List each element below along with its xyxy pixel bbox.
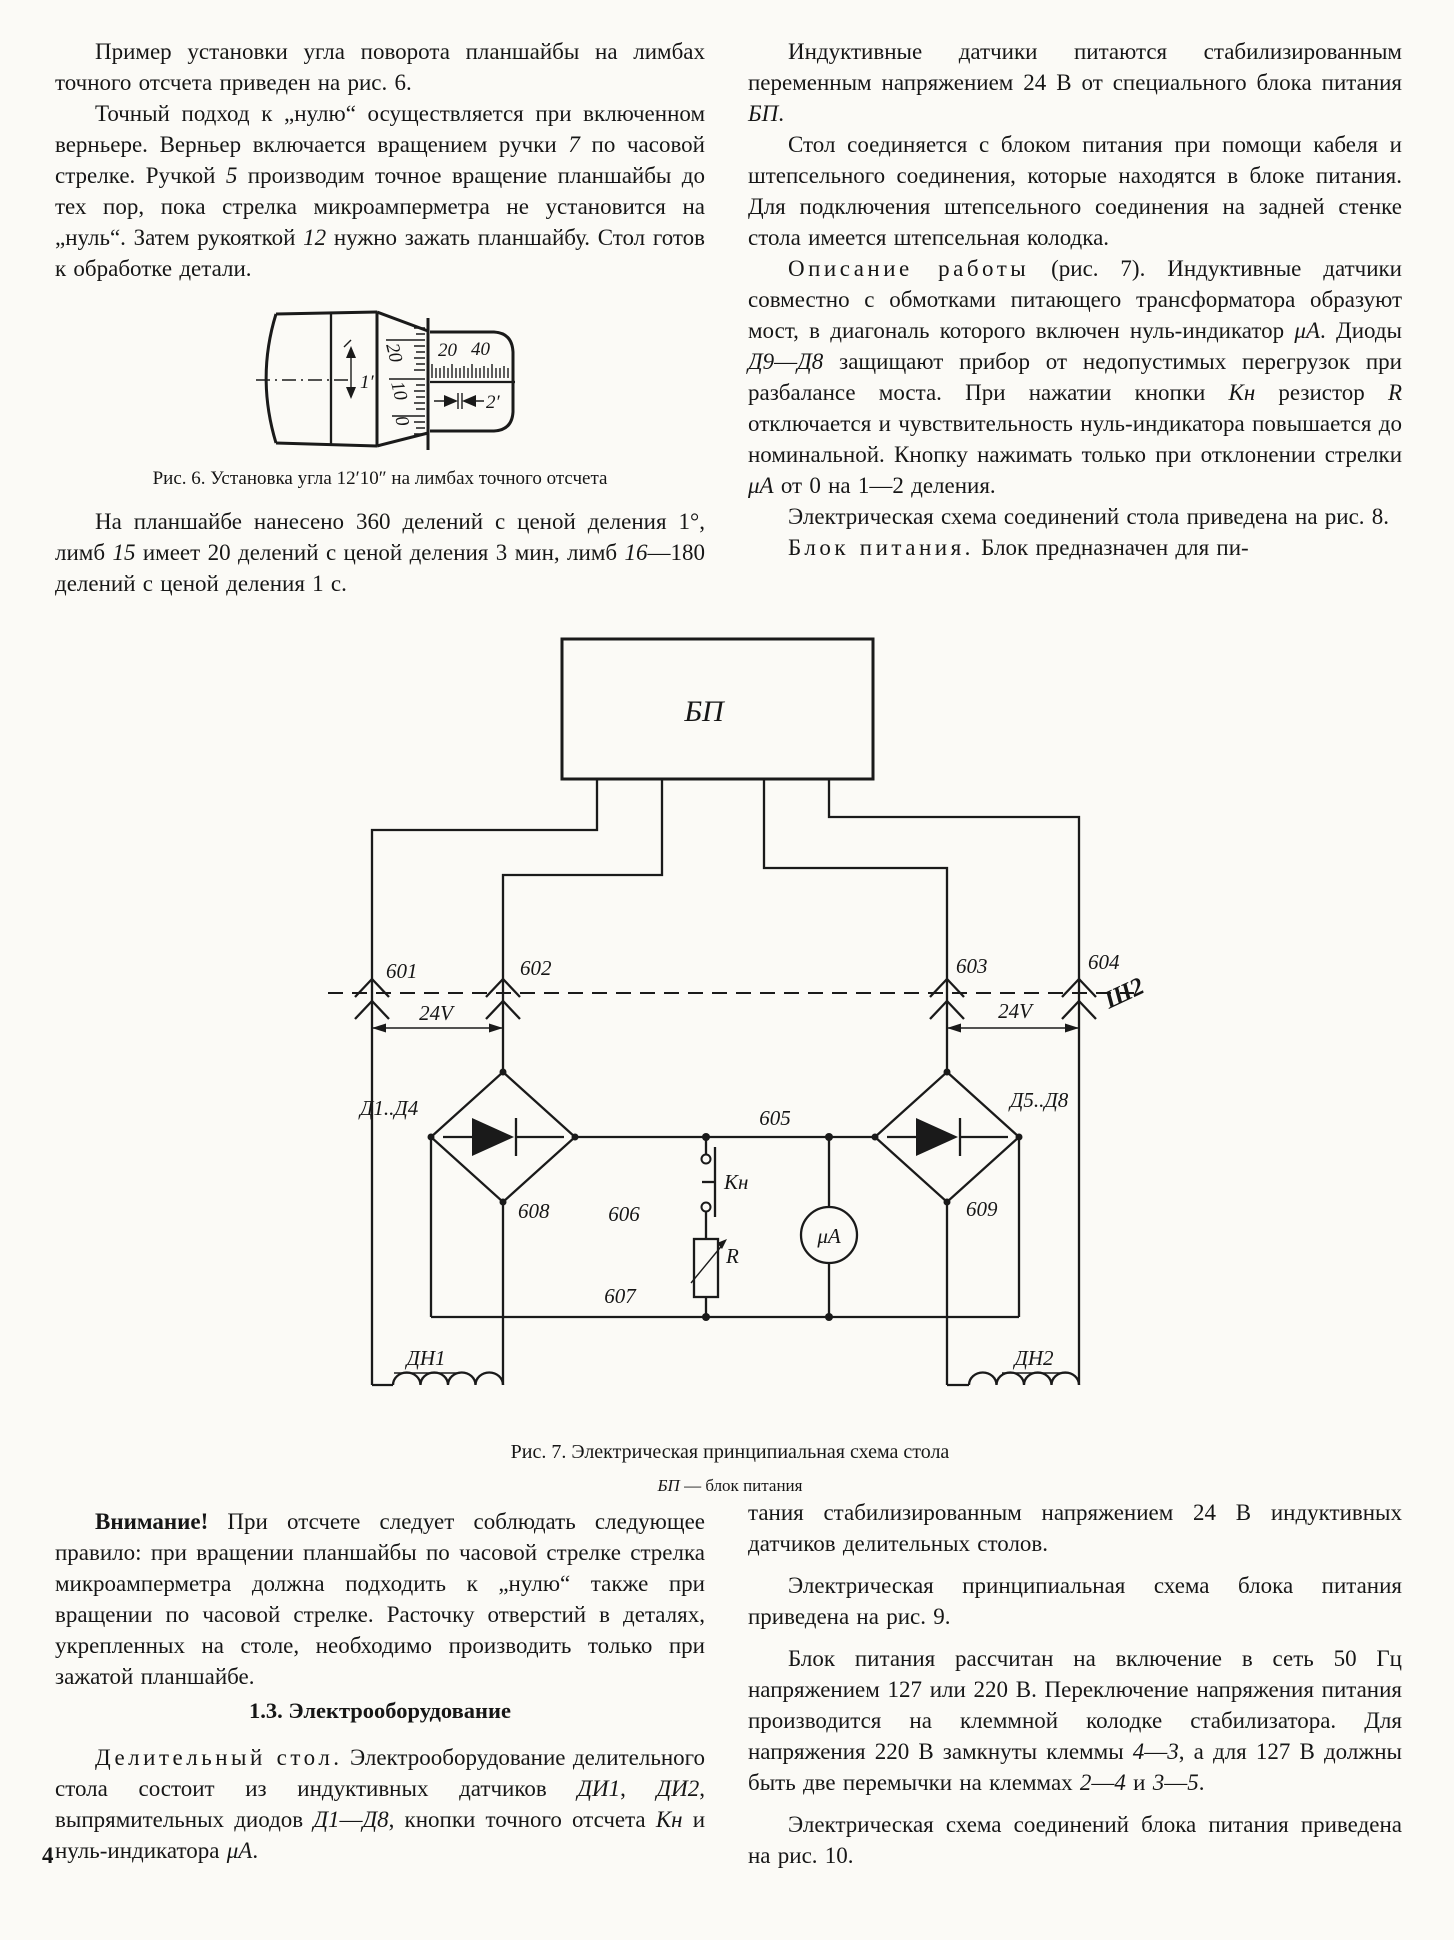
power-supply-label: БП	[684, 695, 724, 728]
bridge-right-label: Д5..Д8	[1010, 1088, 1069, 1112]
wire-605-label: 605	[759, 1106, 791, 1130]
figure-7-legend: БП — блок питания	[657, 1476, 803, 1495]
voltage-24v-left	[372, 1001, 503, 1033]
button-kn-label: Кн	[724, 1170, 749, 1194]
left-column-top	[55, 36, 705, 284]
microammeter-branch	[801, 1133, 857, 1321]
paragraph-setup-example: Пример установки угла поворота планшайбы на лимбах точного отсчета приведен на рис. 6.	[55, 39, 705, 95]
thimble-40-label: 40	[471, 339, 490, 360]
figure-6-dial-drawing	[238, 300, 590, 458]
diode-bridge-left	[358, 1069, 579, 1224]
resistor-r-label: R	[726, 1244, 739, 1268]
connector-604-label: 604	[1088, 950, 1120, 974]
voltage-24v-right-label: 24V	[998, 999, 1032, 1023]
power-supply-box	[562, 639, 873, 779]
bridge-left-label: Д1..Д4	[360, 1096, 419, 1120]
wire-606-label: 606	[608, 1202, 640, 1226]
paragraph-faceplate-divisions: На планшайбе нанесено 360 делений с ценой деления 1°, лимб 15 имеет 20 делений с ценой деления 3 мин, лимб 16—180 делений с ценой деления 1 с.	[55, 509, 705, 596]
drum-10-label: 10	[386, 379, 412, 403]
paragraph-attention: Внимание! При отсчете следует соблюдать следующее правило: при вращении планшайбы по часовой стрелке стрелка микроамперметра должна подходить к „нулю“ также при вращении по часовой стрелке. Расточку отверстий в деталях, укрепленных на столе, необходимо производить только при зажатой планшайбе.	[55, 1509, 705, 1689]
connector-604	[1062, 950, 1148, 1019]
connector-602-label: 602	[520, 956, 552, 980]
connector-603	[930, 954, 988, 1019]
paragraph-sensors-power: Индуктивные датчики питаются стабилизированным переменным напряжением 24 В от специального блока питания БП.	[748, 39, 1402, 126]
microammeter-label: μА	[817, 1224, 841, 1248]
right-column-bottom	[748, 1497, 1402, 1871]
drum-0-label: 0	[390, 413, 413, 429]
diode-symbol-right	[916, 1118, 958, 1156]
thimble-20-label: 20	[438, 340, 457, 361]
sensor-dn1-label: ДН1	[406, 1346, 446, 1370]
plug-sh2-label: Ш2	[1100, 972, 1149, 1015]
sensor-dn2-label: ДН2	[1014, 1346, 1054, 1370]
vernier-1min-label: 1′	[360, 372, 374, 393]
pitch-2min-label: 2′	[486, 392, 500, 413]
wire-607-label: 607	[604, 1284, 636, 1308]
button-contact-bottom	[702, 1203, 711, 1212]
section-heading-electrical: 1.3. Электрооборудование	[249, 1698, 511, 1723]
paragraph-fig8-reference: Электрическая схема соединений стола приведена на рис. 8.	[788, 504, 1390, 529]
left-column-bottom	[55, 1506, 705, 1692]
right-column-top	[748, 36, 1402, 563]
wire-607	[431, 1137, 1019, 1317]
paragraph-fig10-reference: Электрическая схема соединений блока питания приведена на рис. 10.	[748, 1812, 1402, 1868]
connector-602	[486, 956, 552, 1019]
dial-thimble	[430, 332, 515, 431]
drum-20-label: 20	[381, 341, 407, 365]
supply-wires	[372, 779, 1079, 1385]
pitch-annotation	[434, 392, 501, 413]
dial-drum	[377, 312, 428, 450]
inductive-sensor-dn2	[947, 1202, 1079, 1385]
dial-body	[256, 312, 377, 446]
inductive-sensor-dn1	[372, 1202, 503, 1385]
paragraph-fig9-reference: Электрическая принципиальная схема блока питания приведена на рис. 9.	[748, 1573, 1402, 1629]
voltage-24v-right	[947, 999, 1079, 1033]
figure-6-caption: Рис. 6. Установка угла 12′10″ на лимбах точного отсчета	[152, 468, 608, 489]
vernier-mark	[344, 340, 375, 399]
voltage-24v-left-label: 24V	[419, 1001, 453, 1025]
paragraph-fine-approach: Точный подход к „нулю“ осуществляется при включенном верньере. Верньер включается вращением ручки 7 по часовой стрелке. Ручкой 5 производим точное вращение планшайбы до тех пор, пока стрелка микроамперметра не установится на „нуль“. Затем рукояткой 12 нужно зажать планшайбу. Стол готов к обработке детали.	[55, 101, 706, 281]
paragraph-table-connection: Стол соединяется с блоком питания при помощи кабеля и штепсельного соединения, которые находятся в блоке питания. Для подключения штепсельного соединения на задней стенке стола имеется штепсельная колодка.	[748, 132, 1402, 250]
left-column-bottom-2	[55, 1742, 705, 1866]
node-609-label: 609	[966, 1197, 998, 1221]
wire-605	[575, 1106, 875, 1137]
paragraph-power-unit-intro: Блок питания. Блок предназначен для пи-	[788, 535, 1249, 560]
node-608-label: 608	[518, 1199, 550, 1223]
figure-7-schematic	[288, 523, 1168, 1428]
button-contact-top	[702, 1155, 711, 1164]
paragraph-dividing-table-equipment: Делительный стол. Электрооборудование делительного стола состоит из индуктивных датчиков ДИ1, ДИ2, выпрямительных диодов Д1—Д8, кнопки точного отсчета Кн и нуль-индикатора μА.	[55, 1745, 706, 1863]
paragraph-mains-switching: Блок питания рассчитан на включение в сеть 50 Гц напряжением 127 или 220 В. Переключение напряжения питания производится на клеммной колодке стабилизатора. Для напряжения 220 В замкнуты клеммы 4—3, а для 127 В должны быть две перемычки на клеммах 2—4 и 3—5.	[748, 1646, 1402, 1795]
figure-7-caption: Рис. 7. Электрическая принципиальная схема стола	[510, 1441, 950, 1463]
connector-603-label: 603	[956, 954, 988, 978]
diode-symbol-left	[472, 1118, 514, 1156]
page-number: 4	[42, 1843, 54, 1868]
resistor-r	[694, 1239, 718, 1297]
diode-bridge-right	[872, 1069, 1069, 1222]
connector-601	[355, 959, 418, 1019]
connector-601-label: 601	[386, 959, 418, 983]
paragraph-operation-description: Описание работы (рис. 7). Индуктивные датчики совместно с обмотками питающего трансформатора образуют мост, в диагональ которого включен нуль-индикатор μА. Диоды Д9—Д8 защищают прибор от недопустимых перегрузок при разбалансе моста. При нажатии кнопки Кн резистор R отключается и чувствительность нуль-индикатора повышается до номинальной. Кнопку нажимать только при отклонении стрелки μА от 0 на 1—2 деления.	[748, 256, 1403, 498]
paragraph-power-unit-continued: тания стабилизированным напряжением 24 В индуктивных датчиков делительных столов.	[748, 1500, 1402, 1556]
